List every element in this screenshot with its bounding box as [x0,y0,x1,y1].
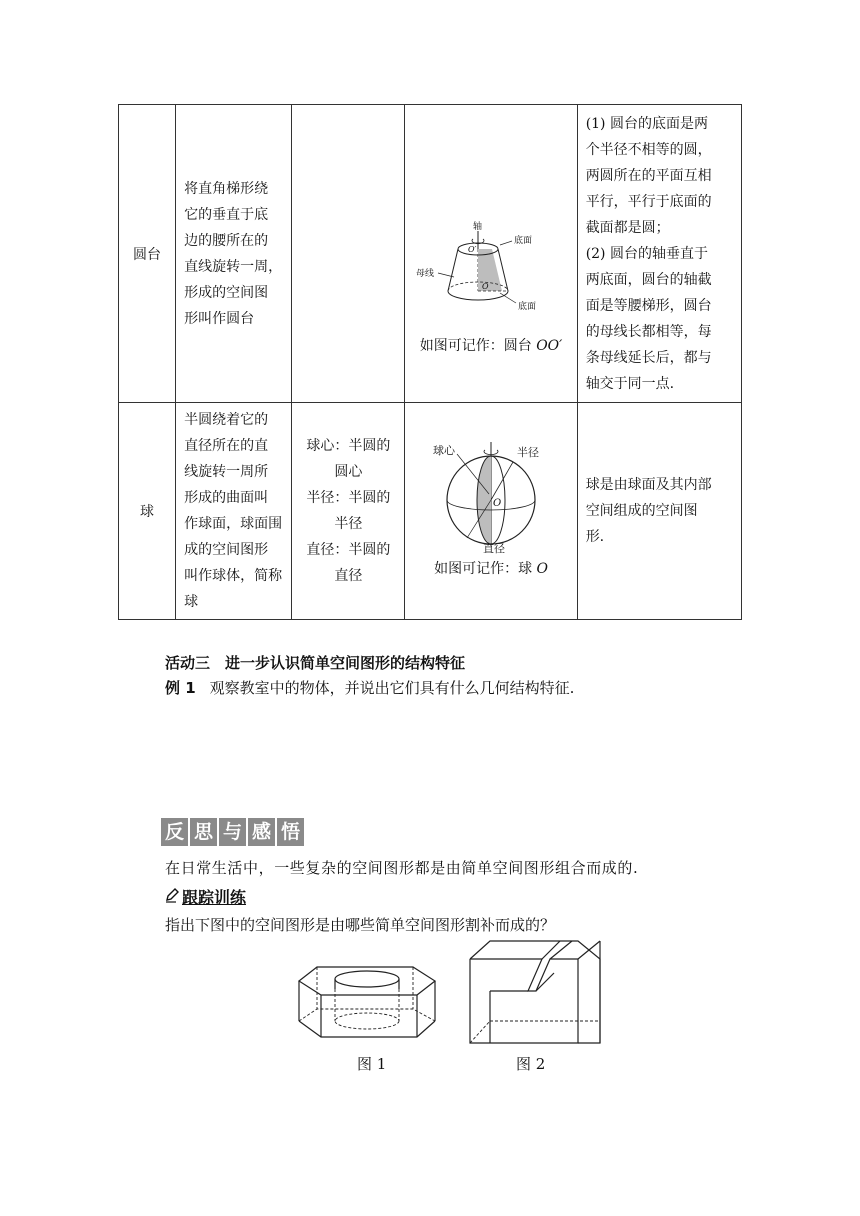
sphere-notation-symbol: O [536,561,549,577]
frustum-notation-prefix: 如图可记作：圆台 [419,337,537,354]
sphere-name-cell [119,403,176,620]
sphere-figure-cell [405,403,577,620]
frustum-parts-cell [292,105,405,403]
sphere-def-line: 叫作球体，简称 [184,568,283,584]
frustum-definition-cell [176,105,292,403]
badge-char: 悟 [277,818,304,846]
sphere-definition [176,407,291,615]
label-center: 球心 [433,444,456,457]
sphere-part-line: 直径：半圆的 [306,542,391,558]
training-title: 跟踪训练 [182,888,247,907]
sphere-definition-cell [176,403,292,620]
sphere-parts [292,433,404,589]
frustum-properties [578,111,741,397]
sphere-notation [405,558,576,580]
frustum-def-line: 边的腰所在的 [184,232,269,249]
sphere-notation-prefix: 如图可记作：球 [434,561,537,577]
solids-table [118,104,742,620]
label-bottom-base: 底面 [518,301,537,312]
reflection-badge [161,818,306,846]
activity-title: 活动三 进一步认识简单空间图形的结构特征 [165,654,466,672]
frustum-prop-line: 平行，平行于底面的 [585,193,712,210]
frustum-definition [176,176,291,332]
frustum-name: 圆台 [133,246,162,263]
frustum-prop-line: 条母线延长后，都与 [585,349,712,366]
frustum-prop-line: 的母线长都相等，每 [585,323,712,340]
frustum-def-line: 形成的空间图 [184,284,269,301]
frustum-notation-symbol: OO′ [536,337,563,354]
sphere-def-line: 直径所在的直 [184,438,269,454]
sphere-def-line: 形成的曲面叫 [184,490,269,506]
sphere-diagram [421,442,561,554]
table-row-sphere [119,403,742,620]
figure-2-notched-cube [468,939,608,1047]
frustum-def-line: 将直角梯形绕 [184,180,269,197]
frustum-prop-line: 截面都是圆； [585,219,670,236]
label-o: O [482,281,489,291]
sphere-properties [578,472,741,550]
label-radius: 半径 [517,446,540,459]
frustum-prop-line: 轴交于同一点. [585,375,675,392]
pencil-icon [164,887,180,903]
sphere-def-line: 球 [184,594,199,610]
sphere-properties-cell [577,403,741,620]
frustum-notation [405,335,576,357]
sphere-part-line: 直径 [334,568,363,584]
sphere-def-line: 半圆绕着它的 [184,412,269,428]
frustum-def-line: 它的垂直于底 [184,206,269,223]
sphere-def-line: 成的空间图形 [184,542,269,558]
training-question: 指出下图中的空间图形是由哪些简单空间图形割补而成的？ [165,916,556,934]
badge-char: 思 [190,818,217,846]
sphere-prop-line: 空间组成的空间图 [585,503,698,519]
table-row-frustum [119,105,742,403]
frustum-prop-line: 两底面，圆台的轴截 [585,271,712,288]
label-diameter: 直径 [483,542,506,554]
sphere-part-line: 半径 [334,516,363,532]
label-axis: 轴 [473,221,483,232]
reflection-text: 在日常生活中，一些复杂的空间图形都是由简单空间图形组合而成的. [165,859,639,877]
sphere-part-line: 半径：半圆的 [306,490,391,506]
sphere-parts-cell [292,403,405,620]
badge-char: 与 [219,818,246,846]
training-heading [164,885,246,908]
sphere-part-line: 球心：半圆的 [306,438,391,454]
sphere-def-line: 作球面，球面围 [184,516,283,532]
frustum-figure-cell [405,105,577,403]
frustum-prop-line: (1) 圆台的底面是两 [585,115,708,132]
sphere-name: 球 [140,504,155,520]
label-o-prime: O′ [468,244,477,254]
sphere-prop-line: 球是由球面及其内部 [585,477,712,493]
sphere-part-line: 圆心 [334,464,363,480]
figure-1-hex-nut [295,955,440,1047]
badge-char: 感 [248,818,275,846]
frustum-def-line: 直线旋转一周， [184,258,283,275]
badge-char: 反 [161,818,188,846]
sphere-prop-line: 形. [585,529,605,545]
example-1 [165,677,574,698]
example-label: 例 1 [165,679,196,697]
figure-2-caption: 图 2 [516,1055,546,1073]
frustum-properties-cell [577,105,741,403]
frustum-def-line: 形叫作圆台 [184,310,255,327]
frustum-diagram [416,221,566,331]
figure-1-caption: 图 1 [357,1055,387,1073]
label-generatrix: 母线 [416,268,435,279]
frustum-name-cell [119,105,176,403]
label-top-base: 底面 [514,235,533,246]
label-sphere-o: O [493,498,502,509]
frustum-prop-line: 个半径不相等的圆， [585,141,712,158]
frustum-prop-line: 两圆所在的平面互相 [585,167,712,184]
frustum-prop-line: (2) 圆台的轴垂直于 [585,245,708,262]
example-text: 观察教室中的物体，并说出它们具有什么几何结构特征. [209,679,575,697]
frustum-prop-line: 面是等腰梯形，圆台 [585,297,712,314]
sphere-def-line: 线旋转一周所 [184,464,269,480]
